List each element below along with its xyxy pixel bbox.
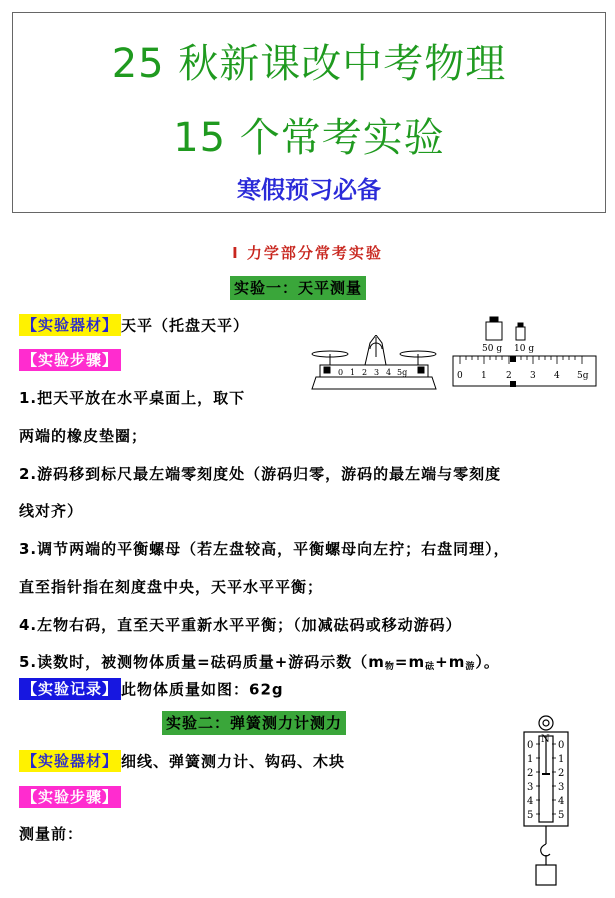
rider-bottom [510,381,516,387]
exp2-equipment-text: 细线、弹簧测力计、钩码、木块 [121,752,346,771]
rider-scale [453,356,596,386]
exp2-equipment-line [19,750,345,773]
weight-50g [486,322,502,340]
spring-tick-right: 0 [558,740,565,751]
exp1-step-text: 1.把天平放在水平桌面上，取下 [19,389,246,407]
step5-suffix: ）。 [475,653,500,671]
spring-unit-label: N [541,734,550,745]
exp1-record-line [19,678,284,701]
rider-tick: 0 [457,371,463,381]
rider-tick: 5g [577,371,589,381]
exp2-steps-tag: 【实验步骤】 [19,786,121,808]
exp1-steps-line [19,349,121,371]
balance-tick: 0 [338,368,344,377]
weights-scale-figure [452,315,602,390]
weight-10g [516,327,525,340]
rider-tick: 2 [506,371,512,381]
spring-tick-right: 2 [558,768,565,779]
exp1-step-text: 3.调节两端的平衡螺母（若左盘较高，平衡螺母向左拧；右盘同理）， [19,540,510,558]
exp1-step-text: 4.左物右码，直至天平重新水平平衡；（加减砝码或移动游码） [19,616,462,634]
spring-tick-right: 5 [558,810,565,821]
balance-tick: 4 [386,368,392,377]
weight-50g-knob [490,317,498,322]
balance-tick: 5g [397,368,408,377]
balance-tick: 2 [362,368,368,377]
balance-tick: 3 [374,368,380,377]
header-box [12,12,606,213]
step5-sub-weight: 砝 [425,662,436,672]
rider-tick: 1 [481,371,487,381]
balance-tick: 1 [350,368,356,377]
exp1-equipment-line [19,314,249,337]
exp1-equipment-tag: 【实验器材】 [19,314,121,336]
exp1-step-text: 两端的橡皮垫圈； [19,427,148,445]
balance-figure [310,335,440,391]
spring-tick-right: 3 [558,782,565,793]
spring-tick-right: 4 [558,796,565,807]
spring-tick-right: 1 [558,754,565,765]
exp2-equipment-tag: 【实验器材】 [19,750,121,772]
page-title: 25 秋新课改中考物理 [111,41,507,87]
step5-prefix: 5.读数时，被测物体质量=砝码质量+游码示数（m [19,653,385,671]
weight-label: 10 g [514,344,535,354]
exp2-steps-line [19,786,121,808]
experiment-1-badge: 实验一：天平测量 [230,276,366,300]
step5-sub-object: 物 [384,662,395,672]
spring-tick-left: 3 [527,782,534,793]
exp1-step-text: 2.游码移到标尺最左端零刻度处（游码归零，游码的最左端与零刻度 [19,465,502,483]
spring-tick-left: 1 [527,754,534,765]
rider-tick: 3 [530,371,536,381]
exp1-step-text: 直至指针指在刻度盘中央，天平水平平衡； [19,578,324,596]
exp1-step5-line [19,651,500,678]
exp1-equipment-text: 天平（托盘天平） [121,316,250,335]
spring-tick-left: 4 [527,796,534,807]
section-title: Ⅰ 力学部分常考实验 [232,244,383,262]
step5-mid1: =m [394,653,426,671]
spring-tick-left: 2 [527,768,534,779]
weight-10g-knob [518,323,523,327]
exp1-record-tag: 【实验记录】 [19,678,121,700]
exp2-before-label: 测量前： [19,825,84,843]
spring-tick-left: 0 [527,740,534,751]
exp1-steps-tag: 【实验步骤】 [19,349,121,371]
step5-mid2: +m [435,653,466,671]
exp1-step-text: 线对齐） [19,502,84,520]
exp1-record-text: 此物体质量如图：62g [121,680,284,699]
experiment-2-badge: 实验二：弹簧测力计测力 [162,711,346,735]
rider-top [510,356,516,362]
spring-scale-figure [518,714,574,892]
weight-label: 50 g [482,344,503,354]
page-subtitle: 寒假预习必备 [237,175,381,204]
step5-sub-rider: 游 [465,662,476,672]
rider-tick: 4 [554,371,560,381]
spring-tick-left: 5 [527,810,534,821]
page-title-line2: 15 个常考实验 [173,115,445,161]
